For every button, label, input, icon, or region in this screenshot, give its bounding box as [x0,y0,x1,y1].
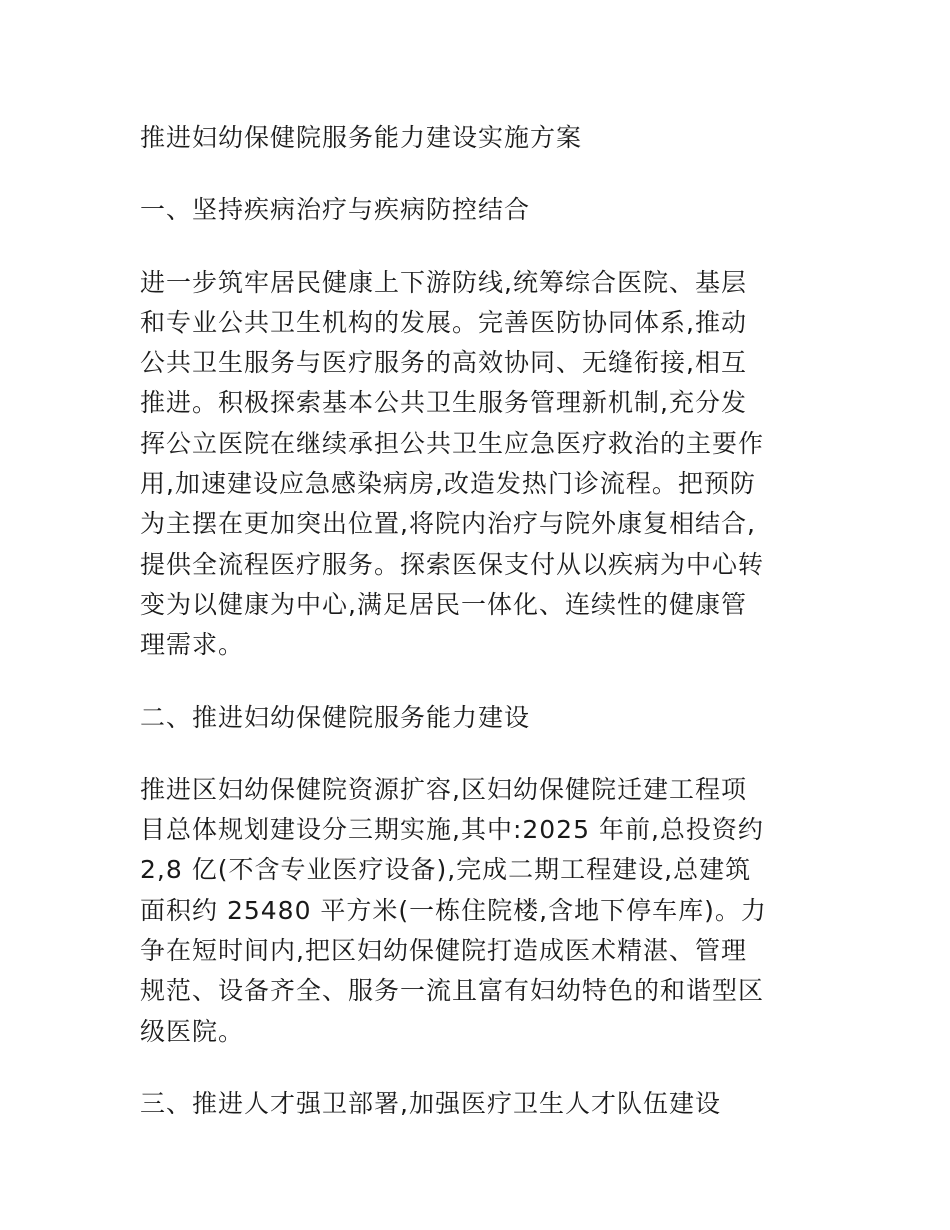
paragraph-line: 推进区妇幼保健院资源扩容,区妇幼保健院迁建工程项 [140,774,747,804]
paragraph-line: 2,8 亿(不含专业医疗设备),完成二期工程建设,总建筑 [140,855,752,885]
section-2-paragraph [140,770,812,1052]
paragraph-line: 提供全流程医疗服务。探索医保支付从以疾病为中心转 [140,549,765,579]
paragraph-line: 挥公立医院在继续承担公共卫生应急医疗救治的主要作 [140,428,765,458]
paragraph-line: 级医院。 [140,1016,245,1046]
paragraph-line: 目总体规划建设分三期实施,其中:2025 年前,总投资约 [140,815,764,845]
paragraph-line: 公共卫生服务与医疗服务的高效协同、无缝衔接,相互 [140,348,747,378]
document-title: 推进妇幼保健院服务能力建设实施方案 [140,123,583,152]
document-body [140,118,812,1124]
paragraph-line: 争在短时间内,把区妇幼保健院打造成医术精湛、管理 [140,936,747,966]
paragraph-line: 为主摆在更加突出位置,将院内治疗与院外康复相结合, [140,509,756,539]
paragraph-line: 推进。积极探索基本公共卫生服务管理新机制,充分发 [140,388,747,418]
paragraph-line: 用,加速建设应急感染病房,改造发热门诊流程。把预防 [140,469,756,499]
paragraph-line: 理需求。 [140,630,245,660]
paragraph-line: 和专业公共卫生机构的发展。完善医防协同体系,推动 [140,307,747,337]
paragraph-line: 进一步筑牢居民健康上下游防线,统筹综合医院、基层 [140,267,747,297]
paragraph-line: 面积约 25480 平方米(一栋住院楼,含地下停车库)。力 [140,895,767,925]
paragraph-line: 规范、设备齐全、服务一流且富有妇幼特色的和谐型区 [140,976,765,1006]
paragraph-line: 变为以健康为中心,满足居民一体化、连续性的健康管 [140,589,747,619]
section-3-heading: 三、推进人才强卫部署,加强医疗卫生人才队伍建设 [140,1088,721,1118]
section-1-heading: 一、坚持疾病治疗与疾病防控结合 [140,195,531,225]
section-1-paragraph [140,263,812,666]
section-2-heading: 二、推进妇幼保健院服务能力建设 [140,702,531,732]
